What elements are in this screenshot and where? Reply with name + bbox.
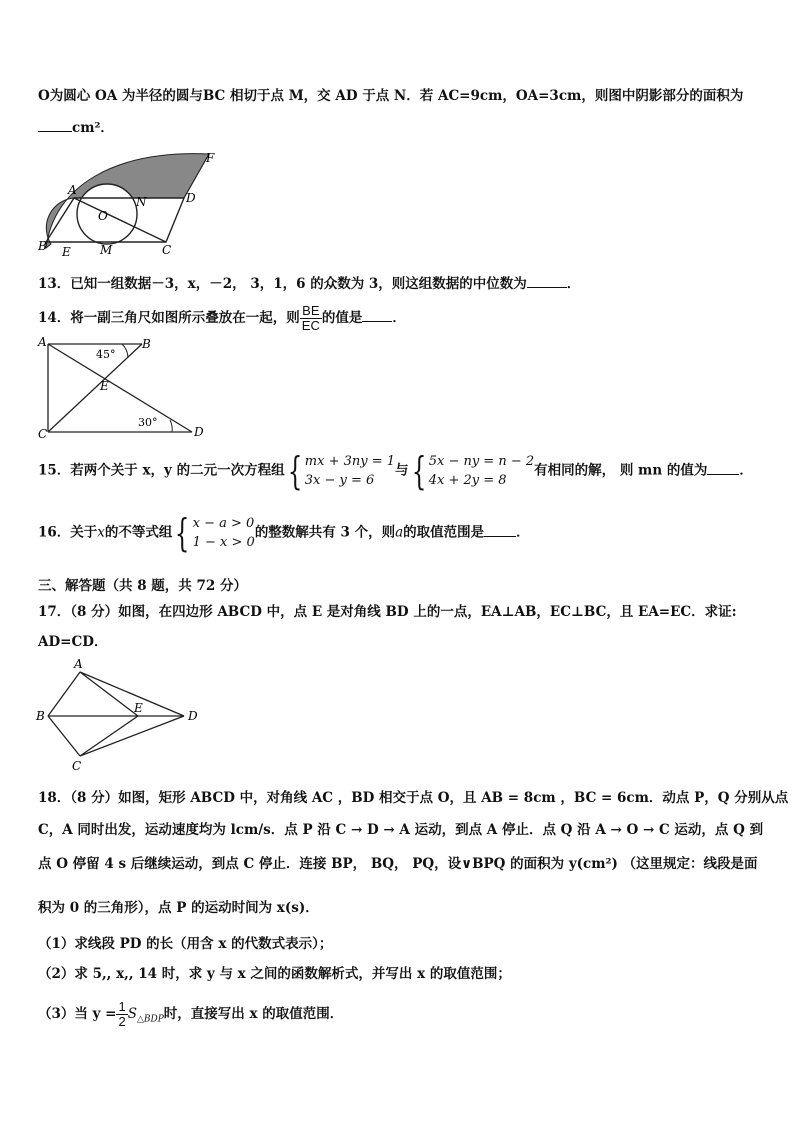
angle-30-label: 30°	[138, 416, 158, 429]
fraction-be-ec	[300, 304, 322, 333]
label-e: E	[100, 379, 109, 393]
label-c: C	[38, 427, 48, 441]
label-a: A	[68, 183, 77, 197]
label-f: F	[206, 151, 215, 165]
problem-18-text-4: 积为 0 的三角形），点 P 的运动时间为 x(s)．	[38, 900, 319, 916]
system2-eq1: 5x − ny = n − 2	[428, 454, 535, 469]
area-symbol: S	[127, 1006, 137, 1022]
label-n: N	[136, 195, 147, 209]
inequality-1: x − a > 0	[192, 516, 255, 531]
problem-18-sub-1: （1）求线段 PD 的长（用含 x 的代数式表示）；	[38, 936, 333, 952]
problem-15-text: 15．若两个关于 x，y 的二元一次方程组	[38, 462, 285, 479]
problem-13-text: 13．已知一组数据－3，x，－2， 3，1，6 的众数为 3，则这组数据的中位数为	[38, 276, 527, 292]
problem-15	[38, 449, 753, 493]
answer-blank	[527, 275, 567, 288]
left-brace: {	[411, 449, 426, 493]
answer-blank	[38, 119, 72, 132]
problem-18-text-2: C，A 同时出发，运动速度均为 lcm/s．点 P 沿 C → D → A 运动，到点 A 停止．点 Q 沿 A → O → C 运动，点 Q 到	[38, 822, 764, 838]
section-title: 三、解答题（共 8 题，共 72 分）	[38, 578, 247, 594]
label-b: B	[38, 239, 47, 253]
label-a: A	[74, 657, 83, 671]
label-m: M	[100, 243, 113, 257]
problem-12-text: O为圆心 OA 为半径的圆与BC 相切于点 M，交 AD 于点 N．若 AC=9cm，OA=3cm，则图中阴影部分的面积为	[38, 88, 744, 104]
unit-text: cm²．	[72, 120, 114, 136]
label-d: D	[188, 709, 198, 723]
variable-a: a	[395, 524, 404, 541]
label-c: C	[162, 243, 172, 257]
period: ．	[739, 462, 753, 479]
equation-system-2	[429, 452, 534, 490]
label-b: B	[36, 709, 45, 723]
problem-18-text-3: 点 O 停留 4 s 后继续运动，到点 C 停止．连接 BP， BQ， PQ，设∨BPQ 的面积为 y(cm²) （这里规定：线段是面	[38, 856, 758, 872]
problem-16	[38, 511, 530, 555]
problem-14	[38, 304, 406, 333]
problem-17-text-2: AD=CD．	[38, 634, 108, 650]
sub3-text: （3）当 y =	[38, 1006, 117, 1022]
label-c: C	[72, 759, 82, 773]
answer-blank	[707, 462, 739, 475]
equation-system-1	[305, 452, 395, 490]
problem-18-sub-3	[38, 1000, 343, 1029]
figure-quadrilateral	[34, 656, 204, 774]
problem-14-text: 14．将一副三角尺如图所示叠放在一起，则	[38, 310, 300, 326]
problem-16-text-after: 的整数解共有 3 个，则	[254, 524, 396, 541]
figure-triangles	[34, 334, 210, 444]
problem-15-text-after: 有相同的解， 则 mn 的值为	[534, 462, 708, 479]
fraction-denominator: 2	[118, 1014, 126, 1029]
problem-17-text: 17．（8 分）如图，在四边形 ABCD 中，点 E 是对角线 BD 上的一点，EA⊥AB，EC⊥BC，且 EA=EC．求证:	[38, 604, 737, 620]
system1-eq2: 3x − y = 6	[304, 473, 375, 488]
period: ．	[516, 524, 530, 541]
fraction-denominator: EC	[301, 318, 320, 333]
problem-14-text-after: 的值是	[321, 310, 363, 326]
label-d: D	[194, 425, 204, 439]
fraction-numerator: BE	[300, 304, 322, 319]
problem-18-sub-2: （2）求 5,, x,, 14 时，求 y 与 x 之间的函数解析式，并写出 x 的取值范围；	[38, 966, 511, 982]
fraction-one-half	[116, 1000, 127, 1029]
answer-blank	[362, 309, 392, 322]
sub3-text-after: 时，直接写出 x 的取值范围．	[163, 1006, 344, 1022]
problem-16-text-mid: 的不等式组	[104, 524, 173, 541]
label-b: B	[142, 337, 151, 351]
fraction-numerator: 1	[118, 999, 126, 1014]
system1-eq1: mx + 3ny = 1	[304, 454, 396, 469]
problem-13	[38, 272, 580, 292]
label-d: D	[186, 191, 196, 205]
period: ．	[566, 276, 581, 292]
label-e: E	[134, 701, 143, 715]
label-e: E	[62, 245, 71, 259]
problem-16-text: 16．关于	[38, 524, 98, 541]
period: ．	[392, 310, 406, 326]
inequality-2: 1 − x > 0	[192, 535, 255, 550]
problem-12-answer-line	[38, 116, 114, 136]
variable-x: x	[97, 524, 105, 541]
left-brace: {	[175, 511, 190, 555]
problem-16-text-after-2: 的取值范围是	[403, 524, 485, 541]
inequality-system	[193, 514, 255, 552]
label-a: A	[38, 335, 47, 349]
figure-circle-parallelogram	[34, 146, 224, 260]
problem-18-text-1: 18．（8 分）如图，矩形 ABCD 中，对角线 AC ，BD 相交于点 O，且 AB = 8cm ，BC = 6cm．动点 P，Q 分别从点	[38, 790, 789, 806]
left-brace: {	[287, 449, 302, 493]
answer-blank	[484, 524, 516, 537]
system2-eq2: 4x + 2y = 8	[428, 473, 507, 488]
connector-text: 与	[395, 462, 409, 479]
label-o: O	[98, 209, 108, 223]
area-subscript: △BDP	[136, 1014, 164, 1025]
angle-45-label: 45°	[96, 348, 116, 361]
